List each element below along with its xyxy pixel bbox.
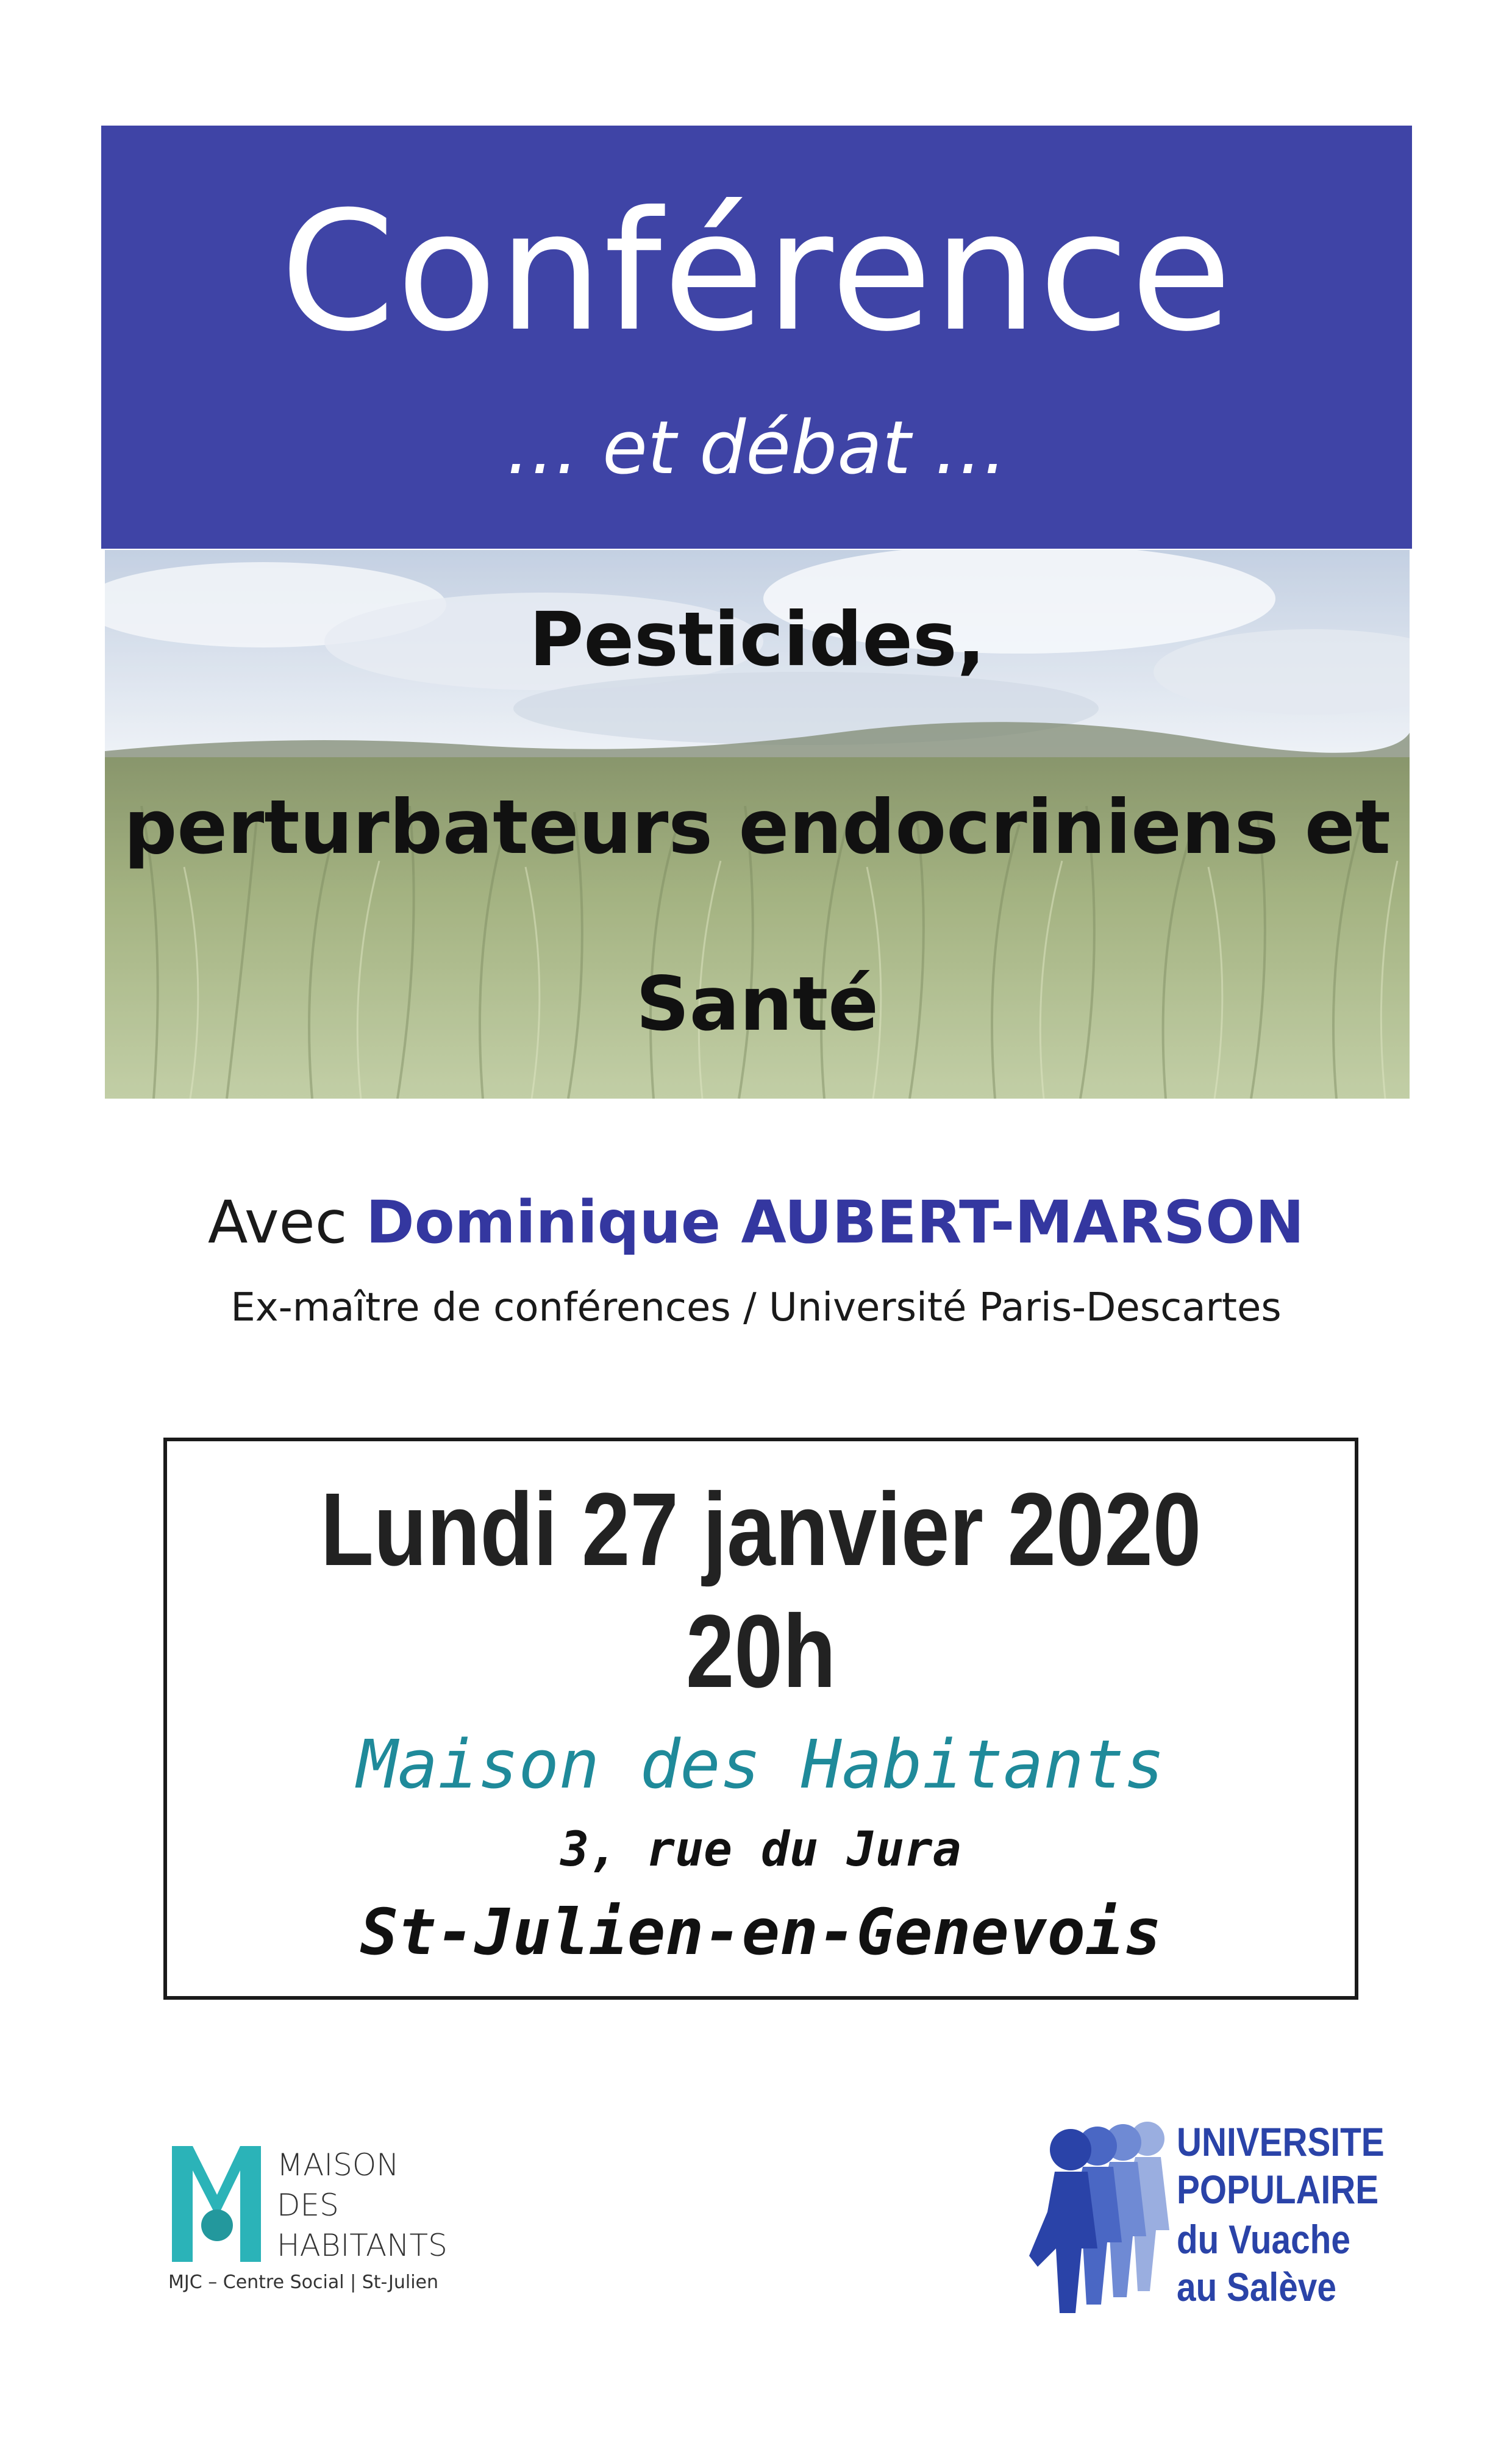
speaker-name: Dominique AUBERT-MARSON (366, 1188, 1305, 1257)
mdh-tagline: MJC – Centre Social | St-Julien (168, 2272, 439, 2293)
speaker-prefix: Avec (207, 1188, 366, 1257)
m-letter-logo-icon (168, 2134, 272, 2268)
up-line-1: UNIVERSITE (1177, 2119, 1385, 2164)
event-venue: Maison des Habitants (357, 1725, 1165, 1803)
speaker-line (0, 1183, 1512, 1262)
marching-figures-icon (1025, 2114, 1178, 2322)
mdh-word-3: HABITANTS (277, 2228, 448, 2263)
event-details-box (163, 1438, 1358, 2000)
page-subtitle: … et débat … (505, 406, 1008, 491)
maison-des-habitants-logo (168, 2134, 510, 2305)
wheat-field-photo (105, 550, 1410, 1099)
speaker-role: Ex-maître de conférences / Université Paris-Descartes (230, 1285, 1282, 1330)
mdh-word-2: DES (277, 2187, 339, 2223)
topic-line-2: perturbateurs endocriniens et (124, 784, 1391, 871)
title-banner (101, 126, 1412, 549)
event-city: St-Julien-en-Genevois (360, 1895, 1162, 1969)
event-date: Lundi 27 janvier 2020 (320, 1472, 1202, 1588)
event-time: 20h (685, 1594, 836, 1710)
universite-populaire-logo (1025, 2114, 1385, 2322)
event-street: 3, rue du Jura (560, 1822, 961, 1877)
topic-line-1: Pesticides, (529, 596, 986, 683)
mdh-word-1: MAISON (277, 2147, 399, 2183)
up-line-3: du Vuache (1177, 2217, 1350, 2262)
page-title: Conférence (280, 176, 1233, 368)
up-line-4: au Salève (1177, 2264, 1336, 2309)
up-line-2: POPULAIRE (1177, 2167, 1379, 2212)
topic-line-3: Santé (635, 961, 879, 1047)
